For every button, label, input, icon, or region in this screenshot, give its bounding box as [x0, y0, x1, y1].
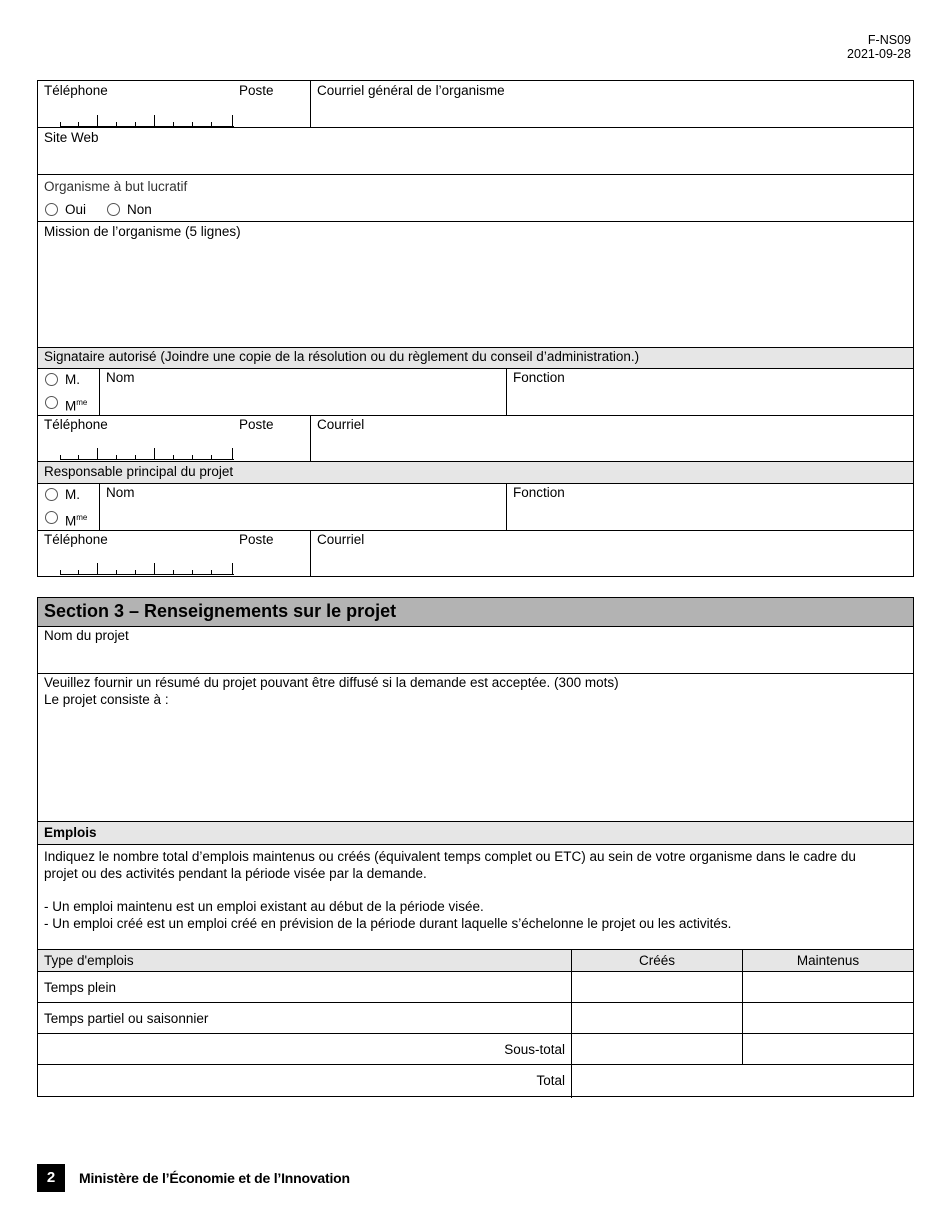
signataire-telephone-label: Téléphone	[44, 417, 108, 432]
emplois-note-maintenu: - Un emploi maintenu est un emploi existant au début de la période visée.	[44, 899, 484, 914]
signataire-fonction-label: Fonction	[513, 370, 565, 385]
responsable-telephone-field[interactable]	[60, 563, 234, 575]
telephone-field[interactable]	[60, 115, 234, 127]
resume-label: Veuillez fournir un résumé du projet pouvant être diffusé si la demande est acceptée. (300 mots)	[44, 675, 619, 690]
section-3-box	[37, 597, 914, 1097]
emplois-instructions-line-1: Indiquez le nombre total d’emplois maintenus ou créés (équivalent temps complet ou ETC) au sein de votre organisme dans le cadre du	[44, 849, 856, 864]
signataire-courriel-field[interactable]	[318, 435, 908, 459]
table-header-crees: Créés	[638, 953, 675, 968]
form-code: F-NS09	[867, 33, 911, 47]
poste-field[interactable]	[238, 103, 308, 125]
signataire-heading: Signataire autorisé (Joindre une copie de la résolution ou du règlement du conseil d’administration.)	[44, 349, 640, 364]
signataire-m-radio[interactable]	[45, 373, 58, 386]
row-temps-plein-label: Temps plein	[44, 980, 117, 995]
responsable-mme-label: $M^{me}$	[65, 513, 88, 529]
ministry-name: Ministère de l’Économie et de l’Innovation	[79, 1170, 350, 1186]
poste-label: Poste	[239, 83, 274, 98]
signataire-mme-label: $M^{me}$	[65, 398, 88, 414]
but-lucratif-label: Organisme à but lucratif	[44, 179, 188, 194]
responsable-heading: Responsable principal du projet	[44, 464, 234, 479]
responsable-m-label: M.	[65, 487, 80, 502]
signataire-nom-label: Nom	[106, 370, 135, 385]
responsable-fonction-field[interactable]	[513, 503, 908, 527]
responsable-nom-field[interactable]	[106, 503, 501, 527]
nom-projet-field[interactable]	[44, 646, 906, 670]
emplois-heading: Emplois	[44, 825, 97, 840]
temps-plein-maintenus-field[interactable]	[745, 974, 911, 1001]
section-3-header	[38, 598, 913, 627]
oui-radio[interactable]	[45, 203, 58, 216]
non-label: Non	[127, 202, 152, 217]
non-radio[interactable]	[107, 203, 120, 216]
temps-plein-crees-field[interactable]	[574, 974, 740, 1001]
responsable-courriel-field[interactable]	[318, 550, 908, 574]
responsable-courriel-label: Courriel	[317, 532, 365, 547]
signataire-courriel-label: Courriel	[317, 417, 365, 432]
total-field[interactable]	[574, 1067, 911, 1094]
signataire-m-label: M.	[65, 372, 80, 387]
courriel-general-label: Courriel général de l’organisme	[317, 83, 505, 98]
table-header-type: Type d'emplois	[44, 953, 134, 968]
sous-total-maintenus-field[interactable]	[745, 1036, 911, 1063]
telephone-label: Téléphone	[44, 83, 108, 98]
sous-total-crees-field[interactable]	[574, 1036, 740, 1063]
signataire-fonction-field[interactable]	[513, 388, 908, 412]
mission-label: Mission de l’organisme (5 lignes)	[44, 224, 241, 239]
courriel-general-field[interactable]	[318, 101, 908, 125]
total-label: Total	[536, 1073, 565, 1088]
table-header-maintenus: Maintenus	[796, 953, 860, 968]
site-web-field[interactable]	[44, 147, 904, 171]
section-3-title: Section 3 – Renseignements sur le projet	[44, 601, 397, 621]
responsable-mme-radio[interactable]	[45, 511, 58, 524]
signataire-telephone-field[interactable]	[60, 448, 234, 460]
page-number: 2	[37, 1164, 65, 1192]
mission-field[interactable]	[44, 243, 906, 343]
emplois-instructions-line-2: projet ou des activités pendant la période visée par la demande.	[44, 866, 427, 881]
responsable-telephone-label: Téléphone	[44, 532, 108, 547]
sous-total-label: Sous-total	[504, 1042, 565, 1057]
emplois-note-cree: - Un emploi créé est un emploi créé en prévision de la période durant laquelle s’échelonne le projet ou les activités.	[44, 916, 732, 931]
consiste-label: Le projet consiste à :	[44, 692, 169, 707]
temps-partiel-maintenus-field[interactable]	[745, 1005, 911, 1032]
row-temps-partiel-label: Temps partiel ou saisonnier	[44, 1011, 209, 1026]
responsable-fonction-label: Fonction	[513, 485, 565, 500]
oui-label: Oui	[65, 202, 87, 217]
signataire-mme-radio[interactable]	[45, 396, 58, 409]
signataire-nom-field[interactable]	[106, 388, 501, 412]
organization-contact-box	[37, 80, 914, 577]
nom-projet-label: Nom du projet	[44, 628, 129, 643]
responsable-m-radio[interactable]	[45, 488, 58, 501]
signataire-poste-label: Poste	[239, 417, 274, 432]
responsable-poste-label: Poste	[239, 532, 274, 547]
form-date: 2021-09-28	[847, 47, 911, 61]
form-reference	[847, 33, 911, 61]
temps-partiel-crees-field[interactable]	[574, 1005, 740, 1032]
resume-field[interactable]	[44, 710, 906, 818]
site-web-label: Site Web	[44, 130, 99, 145]
responsable-nom-label: Nom	[106, 485, 135, 500]
